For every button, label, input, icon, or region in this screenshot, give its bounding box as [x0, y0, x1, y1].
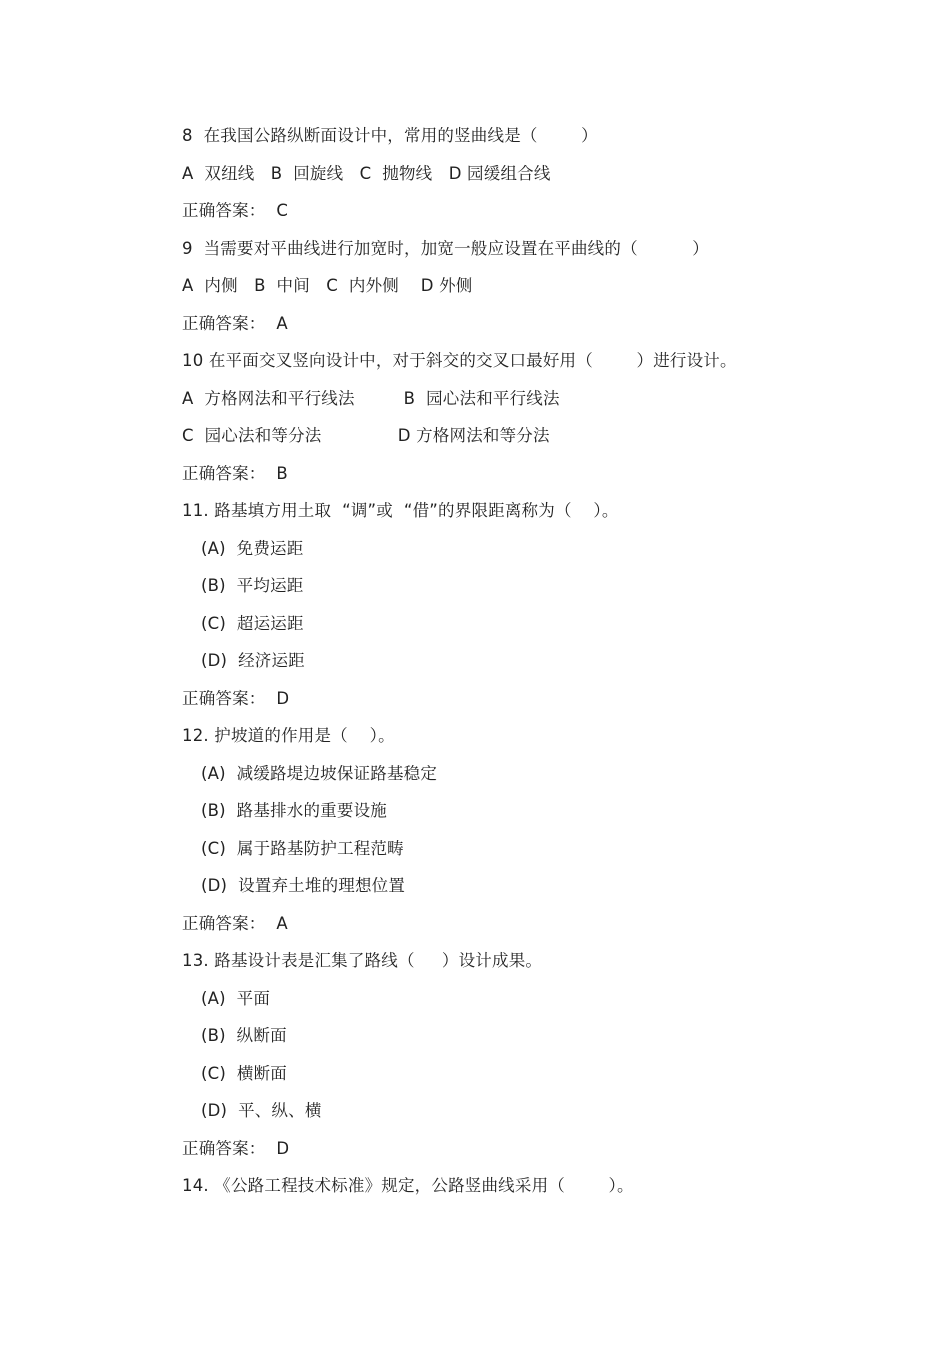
option-item: (A) 平面 [201, 989, 271, 1008]
question-text: 9 当需要对平曲线进行加宽时，加宽一般应设置在平曲线的（ ） [182, 239, 709, 258]
option-item: (D) 设置弃土堆的理想位置 [201, 876, 406, 895]
answer-line: 正确答案： D [182, 1139, 290, 1158]
question-text: 11. 路基填方用土取 “调”或 “借”的界限距离称为（ ）。 [182, 501, 619, 520]
answer-line: 正确答案： A [182, 314, 288, 333]
option-item: (B) 平均运距 [201, 576, 304, 595]
question-text: 10 在平面交叉竖向设计中，对于斜交的交叉口最好用（ ）进行设计。 [182, 351, 737, 370]
option-item: (C) 横断面 [201, 1064, 287, 1083]
option-item: (C) 超运运距 [201, 614, 304, 633]
question-text: 8 在我国公路纵断面设计中，常用的竖曲线是（ ） [182, 126, 598, 145]
option-item: (C) 属于路基防护工程范畴 [201, 839, 404, 858]
question-text: 12. 护坡道的作用是（ ）。 [182, 726, 395, 745]
option-item: (A) 免费运距 [201, 539, 304, 558]
option-item: (B) 纵断面 [201, 1026, 287, 1045]
question-text: 13. 路基设计表是汇集了路线（ ）设计成果。 [182, 951, 543, 970]
answer-line: 正确答案： D [182, 689, 290, 708]
option-item: (A) 减缓路堤边坡保证路基稳定 [201, 764, 438, 783]
options-line: A 内侧 B 中间 C 内外侧 D 外侧 [182, 276, 473, 295]
question-text: 14. 《公路工程技术标准》规定，公路竖曲线采用（ ）。 [182, 1176, 634, 1195]
options-line: A 双纽线 B 回旋线 C 抛物线 D 园缓组合线 [182, 164, 551, 183]
option-item: (B) 路基排水的重要设施 [201, 801, 387, 820]
answer-line: 正确答案： A [182, 914, 288, 933]
answer-line: 正确答案： C [182, 201, 289, 220]
options-line: C 园心法和等分法 D 方格网法和等分法 [182, 426, 550, 445]
option-item: (D) 平、纵、横 [201, 1101, 322, 1120]
answer-line: 正确答案： B [182, 464, 288, 483]
option-item: (D) 经济运距 [201, 651, 305, 670]
options-line: A 方格网法和平行线法 B 园心法和平行线法 [182, 389, 560, 408]
